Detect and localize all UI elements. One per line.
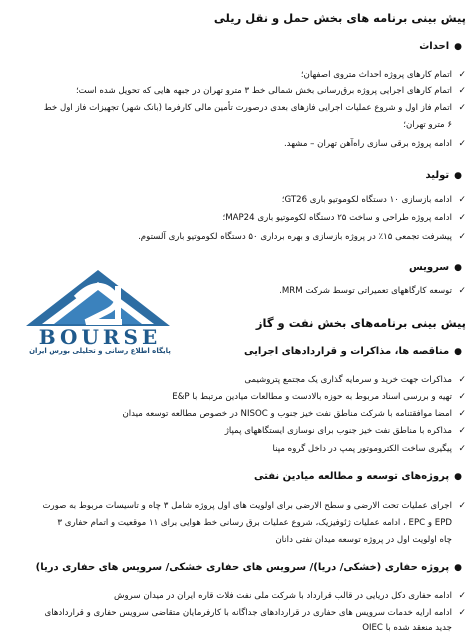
list-item: ✓اتمام کارهای اجرایی پروژه برق‌رسانی بخش شمالی خط ۳ مترو تهران در جبهه هایی که تحویل شده است؛ — [75, 86, 466, 96]
list-item: ✓امضا موافقتنامه با شرکت مناطق نفت خیز جنوب و NISOC در خصوص مطالعه توسعه میدان — [122, 409, 466, 419]
list-item: ✓ادامه حفاری دکل دریایی در قالب قرارداد با شرکت ملی نفت فلات قاره ایران در میدان سروش — [114, 591, 466, 601]
bullet-icon: ● — [454, 563, 462, 573]
list-item: ✓ادامه پروژه برقی سازی راه‌آهن تهران – مشهد. — [283, 139, 466, 149]
check-icon: ✓ — [458, 426, 466, 436]
list-item: ✓ادامه بازسازی ۱۰ دستگاه لکوموتیو باری GT26؛ — [281, 195, 466, 205]
section-heading-tenders: ●مناقصه ها، مذاکرات و قراردادهای اجرایی — [243, 346, 462, 357]
list-item-continuation: EPD و EPC ، ادامه عملیات ژئوفیزیک، شروع عملیات برق رسانی خط هوایی برای ۱۱ موقعیت و اتمام حفاری ۳ — [57, 518, 452, 528]
check-icon: ✓ — [458, 375, 466, 385]
section-heading-development: ●پروژه‌های توسعه و مطالعه میادین نفتی — [254, 471, 462, 482]
check-icon: ✓ — [458, 70, 466, 80]
list-item: ✓اتمام فاز اول و شروع عملیات اجرایی فازهای بعدی درصورت تأمین مالی کارفرما (بانک شهر) تجهیزات فاز اول خط — [43, 103, 466, 113]
list-item: ✓اجرای عملیات تحت الارضی و سطح الارضی برای اولویت های اول پروژه شامل ۳ چاه و تاسیسات مربوط به صورت — [42, 501, 466, 511]
bullet-icon: ● — [454, 263, 462, 273]
list-item-continuation: چاه اولویت اول در پروژه توسعه میدان نفتی دانان — [275, 535, 452, 545]
check-icon: ✓ — [458, 392, 466, 402]
oilgas-title: پیش بینی برنامه‌های بخش نفت و گاز — [255, 316, 466, 330]
check-icon: ✓ — [458, 286, 466, 296]
check-icon: ✓ — [458, 213, 466, 223]
list-item: ✓ادامه ارایه خدمات سرویس های حفاری در قراردادهای جداگانه با کارفرمایان متقاضی سرویس حفاری و قراردادهای — [44, 608, 466, 618]
section-heading-drilling: ●پروژه حفاری (خشکی/ دریا)/ سرویس های حفاری خشکی/ سرویس های حفاری دریا) — [35, 562, 462, 573]
list-item: ✓مذاکرات جهت خرید و سرمایه گذاری یک مجتمع پتروشیمی — [244, 375, 466, 385]
section-heading-construction: ●احداث — [419, 41, 462, 52]
check-icon: ✓ — [458, 591, 466, 601]
check-icon: ✓ — [458, 444, 466, 454]
section-heading-production: ●تولید — [425, 170, 462, 181]
check-icon: ✓ — [458, 195, 466, 205]
list-item-continuation: ۶ مترو تهران؛ — [403, 120, 452, 130]
logo-subtitle: پایگاه اطلاع رسانی و تحلیلی بورس ایران — [29, 347, 171, 355]
bullet-icon: ● — [454, 42, 462, 52]
page-title: پیش بینی برنامه های بخش حمل و نقل ریلی — [213, 11, 466, 25]
bullet-icon: ● — [454, 347, 462, 357]
list-item-continuation: جدید منعقد شده با OIEC — [362, 623, 452, 633]
check-icon: ✓ — [458, 232, 466, 242]
list-item: ✓تهیه و بررسی اسناد مربوط به حوزه بالادست و مطالعات میادین مرتبط با E&P — [172, 392, 466, 402]
section-heading-service: ●سرویس — [408, 262, 462, 273]
list-item: ✓پیشرفت تجمعی ۱۵٪ در پروژه بازسازی و بهره برداری ۵۰ دستگاه لکوموتیو باری آلستوم. — [138, 232, 466, 242]
list-item: ✓ادامه پروژه طراحی و ساخت ۲۵ دستگاه لکوموتیو باری MAP24؛ — [222, 213, 466, 223]
check-icon: ✓ — [458, 501, 466, 511]
bullet-icon: ● — [454, 171, 462, 181]
list-item: ✓اتمام کارهای پروژه احداث متروی اصفهان؛ — [300, 70, 466, 80]
check-icon: ✓ — [458, 608, 466, 618]
list-item: ✓توسعه کارگاههای تعمیراتی توسط شرکت MRM. — [279, 286, 466, 296]
bourse-logo-mark — [14, 268, 182, 328]
check-icon: ✓ — [458, 139, 466, 149]
list-item: ✓مذاکره با مناطق نفت خیز جنوب برای نوسازی ایستگاههای پمپاژ — [224, 426, 466, 436]
bullet-icon: ● — [454, 472, 462, 482]
logo-wordmark: BOURSE — [38, 325, 162, 349]
check-icon: ✓ — [458, 103, 466, 113]
check-icon: ✓ — [458, 409, 466, 419]
list-item: ✓پیگیری ساخت الکتروموتور پمپ در داخل گروه مپنا — [272, 444, 466, 454]
check-icon: ✓ — [458, 86, 466, 96]
bourse-logo — [14, 268, 182, 360]
